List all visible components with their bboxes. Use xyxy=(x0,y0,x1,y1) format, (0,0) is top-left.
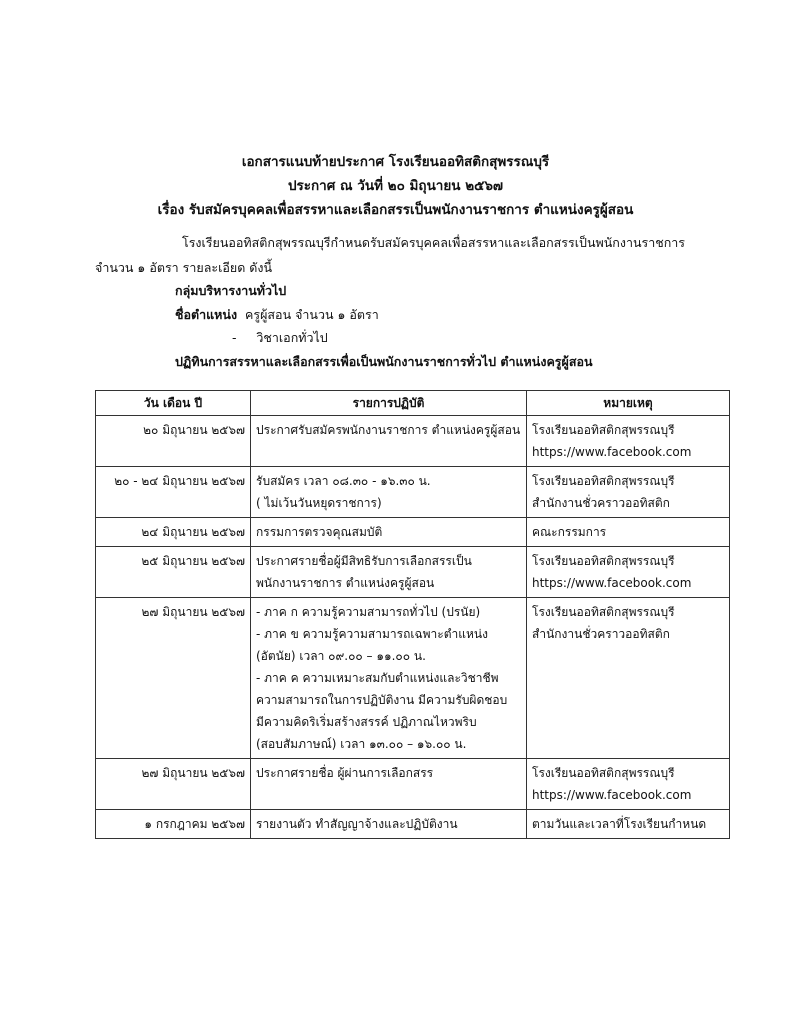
row-activity xyxy=(251,518,527,547)
row-date: ๒๔ มิถุนายน ๒๕๖๗ xyxy=(96,518,251,547)
table-row xyxy=(96,518,730,547)
activity-line: รายงานตัว ทำสัญญาจ้างและปฏิบัติงาน xyxy=(256,817,458,831)
row-date: ๑ กรกฎาคม ๒๕๖๗ xyxy=(96,810,251,839)
table-row xyxy=(96,467,730,518)
subject-line xyxy=(232,328,328,348)
table-row xyxy=(96,416,730,467)
note-line: โรงเรียนออทิสติกสุพรรณบุรี xyxy=(532,474,675,488)
activity-line: ความสามารถในการปฏิบัติงาน มีความรับผิดชอบ xyxy=(256,693,508,707)
note-line: ตามวันและเวลาที่โรงเรียนกำหนด xyxy=(532,817,707,831)
row-activity xyxy=(251,416,527,467)
schedule-title: ปฏิทินการสรรหาและเลือกสรรเพื่อเป็นพนักงานราชการทั่วไป ตำแหน่งครูผู้สอน xyxy=(175,354,593,369)
row-date: ๒๐ - ๒๔ มิถุนายน ๒๕๖๗ xyxy=(96,467,251,518)
row-note xyxy=(527,759,730,810)
activity-line: (อัตนัย) เวลา ๐๙.๐๐ – ๑๑.๐๐ น. xyxy=(256,649,426,663)
activity-line: (สอบสัมภาษณ์) เวลา ๑๓.๐๐ – ๑๖.๐๐ น. xyxy=(256,737,467,751)
row-note xyxy=(527,518,730,547)
row-date: ๒๕ มิถุนายน ๒๕๖๗ xyxy=(96,547,251,598)
note-line: https://www.facebook.com xyxy=(532,788,692,802)
note-line: สำนักงานชั่วคราวออทิสติก xyxy=(532,627,670,641)
note-line: โรงเรียนออทิสติกสุพรรณบุรี xyxy=(532,423,675,437)
announcement-subject: เรื่อง รับสมัครบุคคลเพื่อสรรหาและเลือกสรรเป็นพนักงานราชการ ตำแหน่งครูผู้สอน xyxy=(157,202,634,218)
header-activity: รายการปฏิบัติ xyxy=(251,391,527,416)
row-note xyxy=(527,810,730,839)
activity-line: มีความคิดริเริ่มสร้างสรรค์ ปฏิภาณไหวพริบ xyxy=(256,715,477,729)
row-activity xyxy=(251,759,527,810)
activity-line: ประกาศรับสมัครพนักงานราชการ ตำแหน่งครูผู้สอน xyxy=(256,423,521,437)
header-note: หมายเหตุ xyxy=(527,391,730,416)
row-activity xyxy=(251,598,527,759)
group-heading: กลุ่มบริหารงานทั่วไป xyxy=(175,283,287,298)
activity-line: - ภาค ค ความเหมาะสมกับตำแหน่งและวิชาชีพ xyxy=(256,671,499,685)
position-value: ครูผู้สอน จำนวน ๑ อัตรา xyxy=(245,307,379,322)
announcement-date: ประกาศ ณ วันที่ ๒๐ มิถุนายน ๒๕๖๗ xyxy=(287,178,504,194)
activity-line: พนักงานราชการ ตำแหน่งครูผู้สอน xyxy=(256,576,435,590)
activity-line: - ภาค ก ความรู้ความสามารถทั่วไป (ปรนัย) xyxy=(256,605,481,619)
row-note xyxy=(527,467,730,518)
header-date: วัน เดือน ปี xyxy=(96,391,251,416)
activity-line: กรรมการตรวจคุณสมบัติ xyxy=(256,525,383,539)
row-note xyxy=(527,547,730,598)
row-date: ๒๗ มิถุนายน ๒๕๖๗ xyxy=(96,759,251,810)
note-line: โรงเรียนออทิสติกสุพรรณบุรี xyxy=(532,766,675,780)
activity-line: - ภาค ข ความรู้ความสามารถเฉพาะตำแหน่ง xyxy=(256,627,488,641)
activity-line: ประกาศรายชื่อผู้มีสิทธิรับการเลือกสรรเป็น xyxy=(256,554,472,568)
row-note xyxy=(527,416,730,467)
row-date: ๒๐ มิถุนายน ๒๕๖๗ xyxy=(96,416,251,467)
note-line: https://www.facebook.com xyxy=(532,576,692,590)
row-activity xyxy=(251,547,527,598)
table-header-row xyxy=(96,391,730,416)
row-note xyxy=(527,598,730,759)
table-row xyxy=(96,810,730,839)
subject-value: วิชาเอกทั่วไป xyxy=(256,330,328,345)
table-row xyxy=(96,598,730,759)
note-line: โรงเรียนออทิสติกสุพรรณบุรี xyxy=(532,605,675,619)
position-line xyxy=(175,305,379,325)
activity-line: ( ไม่เว้นวันหยุดราชการ) xyxy=(256,496,382,510)
schedule-body xyxy=(96,416,730,839)
activity-line: รับสมัคร เวลา ๐๘.๓๐ - ๑๖.๓๐ น. xyxy=(256,474,431,488)
note-line: โรงเรียนออทิสติกสุพรรณบุรี xyxy=(532,554,675,568)
schedule-table xyxy=(95,390,730,839)
intro-line-1: โรงเรียนออทิสติกสุพรรณบุรีกำหนดรับสมัครบุคคลเพื่อสรรหาและเลือกสรรเป็นพนักงานราชการ xyxy=(182,235,686,250)
note-line: https://www.facebook.com xyxy=(532,445,692,459)
row-activity xyxy=(251,810,527,839)
table-row xyxy=(96,547,730,598)
document-title: เอกสารแนบท้ายประกาศ โรงเรียนออทิสติกสุพรรณบุรี xyxy=(241,154,550,170)
note-line: สำนักงานชั่วคราวออทิสติก xyxy=(532,496,670,510)
activity-line: ประกาศรายชื่อ ผู้ผ่านการเลือกสรร xyxy=(256,766,434,780)
row-date: ๒๗ มิถุนายน ๒๕๖๗ xyxy=(96,598,251,759)
intro-line-2: จำนวน ๑ อัตรา รายละเอียด ดังนี้ xyxy=(95,260,273,275)
position-label: ชื่อตำแหน่ง xyxy=(175,307,238,322)
subject-dash: - xyxy=(232,330,237,345)
note-line: คณะกรรมการ xyxy=(532,525,607,539)
row-activity xyxy=(251,467,527,518)
table-row xyxy=(96,759,730,810)
